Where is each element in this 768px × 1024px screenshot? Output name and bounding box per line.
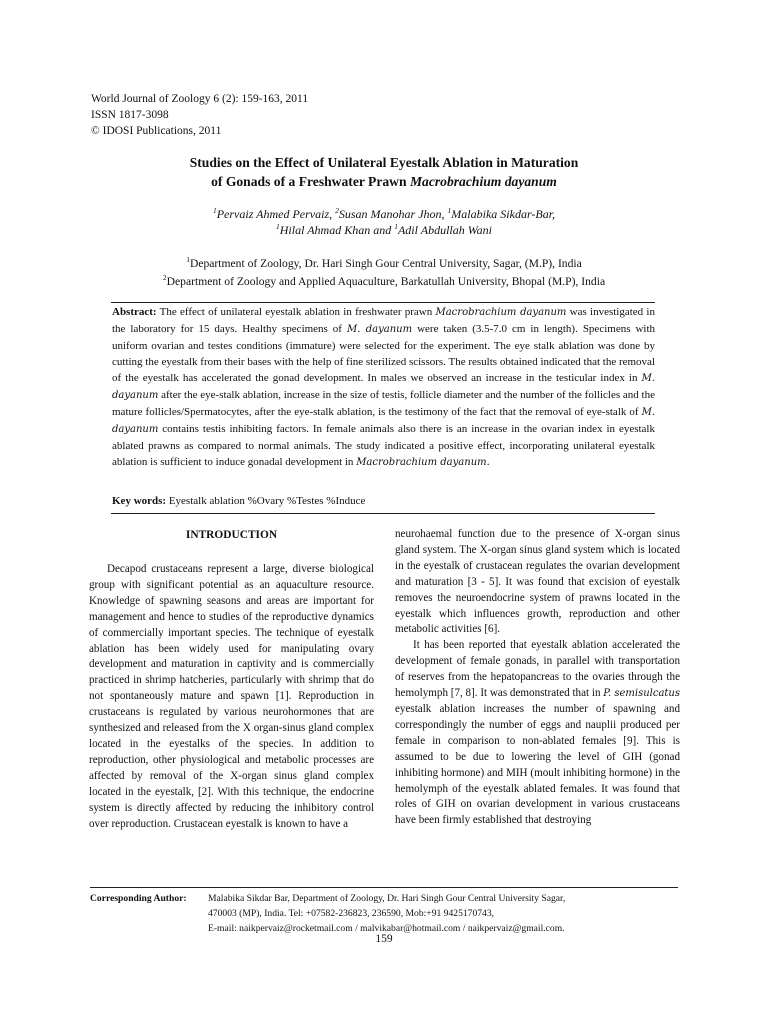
author: Pervaiz Ahmed Pervaiz,	[216, 207, 336, 221]
author-list	[90, 206, 678, 238]
paragraph: Decapod crustaceans represent a large, diverse biological group with significant potential as an aquaculture resource. Knowledge of spawning seasons and areas are important for management and hence to studies of the reproductive dynamics of commercially important species. The technique of eyestalk ablation has been widely used for manipulating ovary development and maturation in captivity and is commercially practiced in shrimp hatcheries, particularly with shrimp that do not spontaneously mature and spawn [1]. Reproduction in crustaceans is regulated by various neurohormones that are synthesized and released from the X organ-sinus gland complex located in the eyestalks of the species. In addition to reproduction, other physiological and metabolic processes are affected by removal of the X-organ sinus gland complex located in the eyestalk, [2]. With this technique, the endocrine system is directly affected by reducing the inhibitory control over reproduction. Crustacean eyestalk is known to have a	[89, 563, 374, 830]
paragraph	[395, 638, 680, 829]
section-heading-introduction: INTRODUCTION	[185, 529, 278, 541]
footnote-rule	[90, 887, 678, 888]
page-number: 159	[375, 933, 393, 945]
journal-citation: World Journal of Zoology 6 (2): 159-163, 2011	[91, 93, 309, 105]
abstract-text: were taken (3.5-7.0 cm in length). Specimens with uniform ovarian and testes conditions (immature) were selected for the experiment. The eye stalk ablation was done by cutting the eyestalk from their bases with the help of fine sterilized scissors. The results obtained indicated that the removal of the eyestalk has accelerated the gonad development. In males we observed an increase in the testicular index in	[112, 323, 656, 384]
author-sup: 1	[276, 222, 280, 231]
species-name: M. dayanum	[112, 407, 655, 435]
issn: ISSN 1817-3098	[91, 109, 169, 121]
title-line-2-text: of Gonads of a Freshwater Prawn	[211, 174, 410, 189]
paper-title	[90, 153, 678, 191]
abstract	[112, 304, 655, 471]
species-name: M. dayanum	[112, 373, 655, 401]
corresponding-line: 470003 (MP), India. Tel: +07582-236823, 236590, Mob:+91 9425170743,	[208, 908, 495, 919]
author-sup: 1	[447, 206, 452, 215]
abstract-text: was investigated in the laboratory for 15 days. Healthy specimens of	[112, 306, 655, 335]
title-line-2	[90, 172, 678, 191]
keywords-label: Key words:	[112, 495, 167, 507]
abstract-text: The effect of unilateral eyestalk ablation in freshwater prawn	[156, 306, 436, 318]
paragraph-text: eyestalk ablation increases the number of spawning and correspondingly the number of eggs and nauplii produced per female in comparison to non-ablated females [9]. This is assumed to be due to lowering the level of GIH (gonad inhibiting hormone) and MIH (moult inhibiting hormone) in the hemolymph of the eyestalk ablated females. It was found that roles of GIH on ovarian development in various crustaceans have been firmly established that destroying	[395, 702, 680, 827]
right-column	[395, 527, 680, 829]
paragraph-text: It has been reported that eyestalk ablation accelerated the development of female gonads, in parallel with transportation of reserves from the hepatopancreas to the ovaries through the hemolymph [7, 8]. It was demonstrated that in	[395, 639, 680, 700]
affiliation-sup: 1	[186, 255, 190, 265]
keywords-text: Eyestalk ablation %Ovary %Testes %Induce	[166, 495, 366, 507]
author: Adil Abdullah Wani	[397, 223, 492, 237]
affiliation-sup: 2	[162, 273, 167, 283]
author: Malabika Sikdar-Bar,	[451, 207, 556, 221]
abstract-top-rule	[111, 302, 655, 303]
title-line-1: Studies on the Effect of Unilateral Eyestalk Ablation in Maturation	[189, 155, 579, 170]
affiliation-text: Department of Zoology, Dr. Hari Singh Gour Central University, Sagar, (M.P), India	[189, 257, 582, 270]
abstract-label: Abstract:	[112, 306, 157, 318]
publisher: © IDOSI Publications, 2011	[91, 125, 222, 137]
author-sup: 1	[212, 206, 217, 215]
abstract-text: after the eye-stalk ablation, increase in the size of testis, follicle diameter and the number of the follicles and the mature follicles/Spermatocytes, after the eye-stalk ablation, is the testimony of the fact that the removal of eye-stalk of	[112, 389, 655, 418]
title-species: Macrobrachium dayanum	[409, 174, 557, 189]
corresponding-label: Corresponding Author:	[90, 893, 187, 904]
author-sup: 1	[394, 222, 398, 231]
abstract-text: contains testis inhibiting factors. In female animals also there is an increase in the ovarian index in eyestalk ablated prawns as compared to normal animals. The study indicated a positive effect, incorporating unilateral eyestalk ablation is sufficient to induce gonadal development in	[112, 423, 655, 468]
species-name: Macrobrachium dayanum.	[356, 457, 490, 468]
keywords-bottom-rule	[111, 513, 655, 514]
paragraph: neurohaemal function due to the presence of X-organ sinus gland system. The X-organ sinus gland system which is located in the eyestalk of crustacean regulates the ovarian development and maturation [3 - 5]. It was found that excision of eyestalk removes the neuroendocrine system of prawns located in the eyestalk which influences growth, reproduction and other metabolic activities [6].	[395, 528, 680, 636]
affiliations	[90, 255, 678, 291]
affiliation-text: Department of Zoology and Applied Aquaculture, Barkatullah University, Bhopal (M.P), India	[166, 275, 606, 288]
keywords	[112, 493, 655, 509]
affiliation-2	[90, 273, 678, 291]
left-column	[89, 527, 374, 832]
author: Hilal Ahmad Khan and	[279, 223, 395, 237]
corresponding-emails: E-mail: naikpervaiz@rocketmail.com / malvikabar@hotmail.com / naikpervaiz@gmail.com.	[208, 923, 565, 934]
author-sup: 2	[335, 206, 339, 215]
species-name: P. semisulcatus	[603, 688, 680, 700]
corresponding-line: Malabika Sikdar Bar, Department of Zoology, Dr. Hari Singh Gour Central University Sagar,	[208, 893, 566, 904]
affiliation-1	[90, 255, 678, 273]
author: Susan Manohar Jhon,	[338, 207, 448, 221]
corresponding-author	[90, 891, 680, 936]
species-name: M. dayanum	[346, 324, 413, 335]
species-name: Macrobrachium dayanum	[435, 307, 567, 318]
journal-header	[91, 91, 308, 139]
